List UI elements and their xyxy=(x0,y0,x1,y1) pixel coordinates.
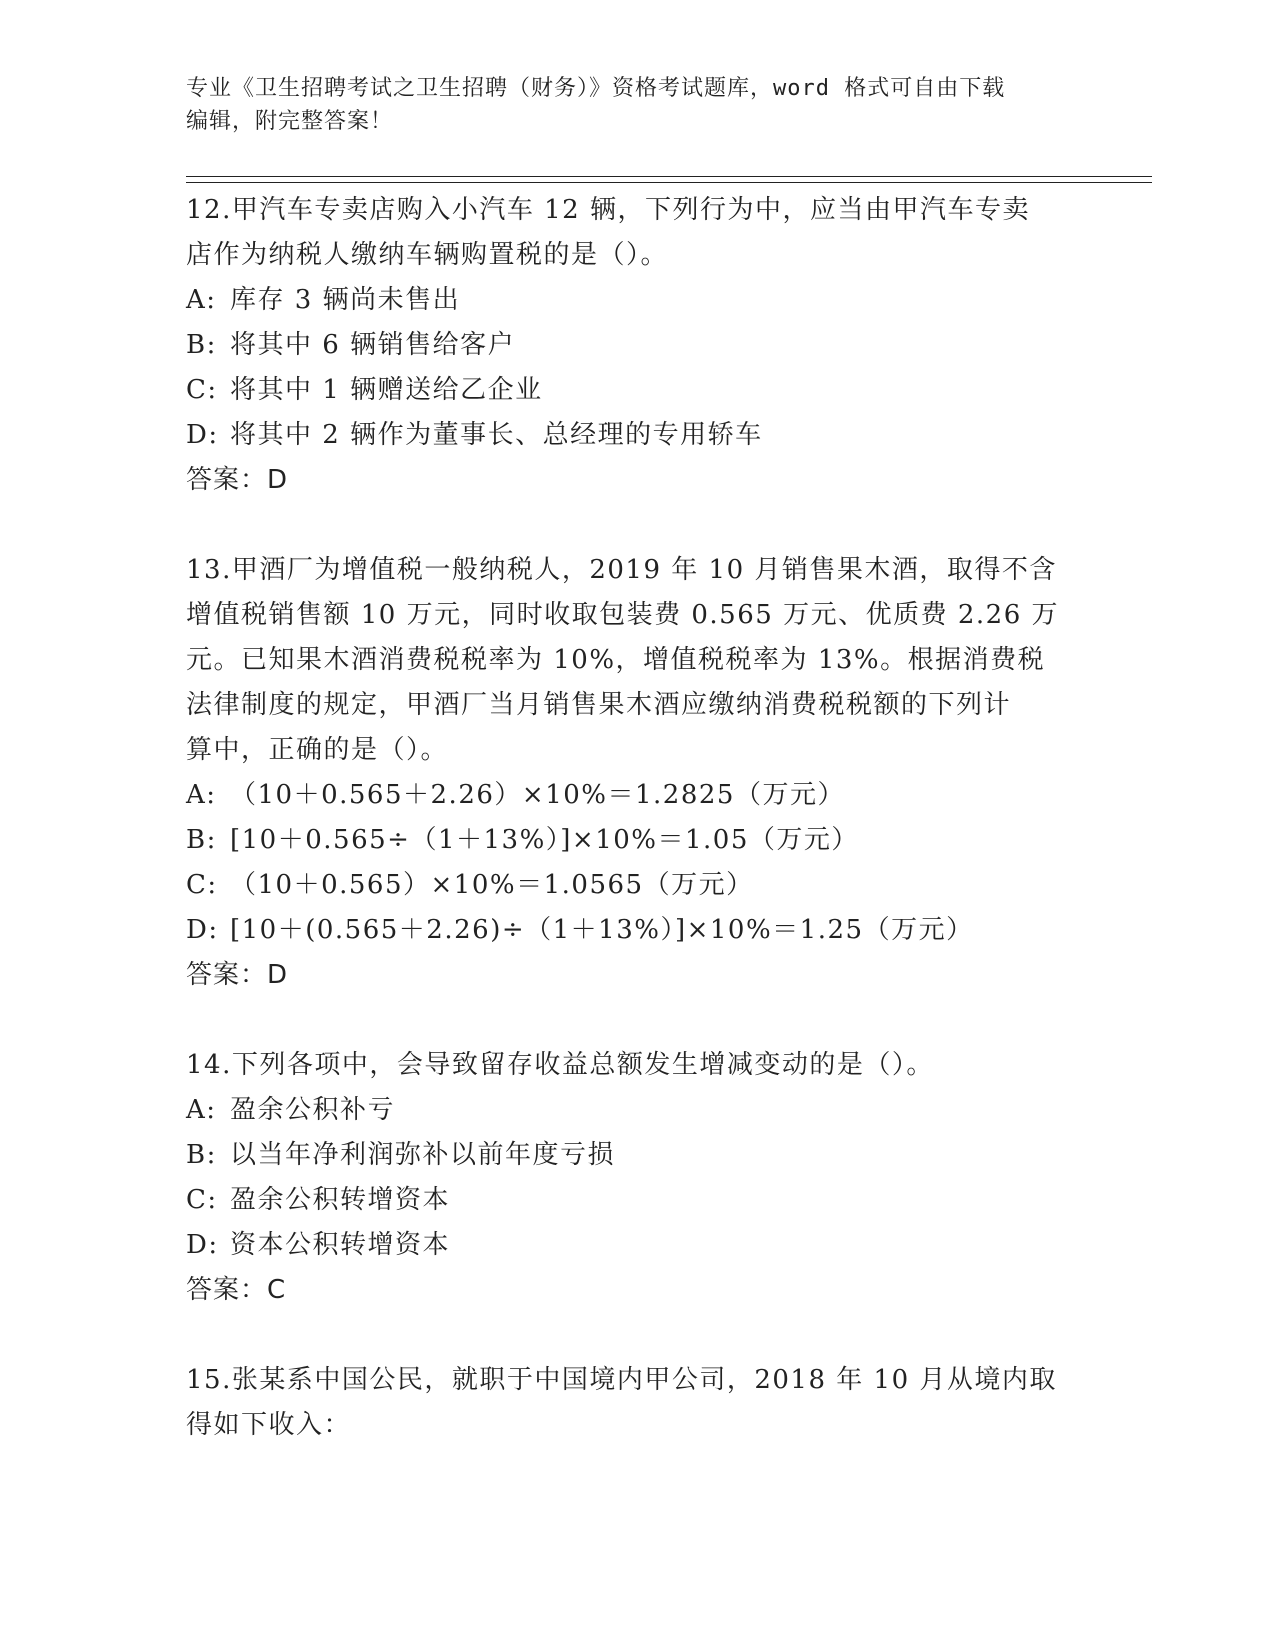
stem-line: 14.下列各项中，会导致留存收益总额发生增减变动的是（）。 xyxy=(186,1050,934,1080)
option-b xyxy=(186,1133,1086,1178)
stem-line: 法律制度的规定，甲酒厂当月销售果木酒应缴纳消费税税额的下列计 xyxy=(186,690,1012,720)
option-label: A: xyxy=(186,285,217,315)
option-a xyxy=(186,773,1086,818)
option-label: C: xyxy=(186,375,218,405)
stem-line: 15.张某系中国公民，就职于中国境内甲公司，2018 年 10 月从境内取 xyxy=(186,1365,1057,1395)
answer-line: 答案：C xyxy=(186,1275,287,1305)
stem-line: 12.甲汽车专卖店购入小汽车 12 辆，下列行为中，应当由甲汽车专卖 xyxy=(186,195,1030,225)
option-label: D: xyxy=(186,420,219,450)
option-text: （10＋0.565）×10%＝1.0565（万元） xyxy=(230,870,754,900)
question-stem xyxy=(186,1043,1086,1088)
answer-line: 答案：D xyxy=(186,960,289,990)
question-list xyxy=(186,188,1086,1493)
question-15 xyxy=(186,1358,1086,1448)
option-label: D: xyxy=(186,1230,219,1260)
question-stem xyxy=(186,1358,1086,1448)
option-d xyxy=(186,1223,1086,1268)
question-stem xyxy=(186,188,1086,278)
option-text: （10＋0.565＋2.26）×10%＝1.2825（万元） xyxy=(230,780,845,810)
question-14 xyxy=(186,1043,1086,1313)
option-b xyxy=(186,818,1086,863)
option-d xyxy=(186,413,1086,458)
stem-line: 店作为纳税人缴纳车辆购置税的是（）。 xyxy=(186,240,669,270)
option-label: C: xyxy=(186,870,218,900)
option-text: 盈余公积补亏 xyxy=(230,1095,396,1125)
option-label: B: xyxy=(186,825,217,855)
stem-line: 13.甲酒厂为增值税一般纳税人，2019 年 10 月销售果木酒，取得不含 xyxy=(186,555,1057,585)
answer-line: 答案：D xyxy=(186,465,289,495)
option-text: 盈余公积转增资本 xyxy=(230,1185,451,1215)
document-header xyxy=(186,72,1066,138)
header-line-1: 专业《卫生招聘考试之卫生招聘（财务）》资格考试题库，word 格式可自由下载 xyxy=(186,76,1006,101)
header-divider-top xyxy=(186,176,1152,177)
header-line-2: 编辑，附完整答案！ xyxy=(186,109,394,134)
option-c xyxy=(186,1178,1086,1223)
stem-line: 增值税销售额 10 万元，同时收取包装费 0.565 万元、优质费 2.26 万 xyxy=(186,600,1059,630)
option-b xyxy=(186,323,1086,368)
option-label: C: xyxy=(186,1185,218,1215)
option-text: 将其中 2 辆作为董事长、总经理的专用轿车 xyxy=(230,420,763,450)
option-text: 以当年净利润弥补以前年度亏损 xyxy=(230,1140,616,1170)
option-text: [10＋0.565÷（1＋13%）]×10%＝1.05（万元） xyxy=(230,825,859,855)
stem-line: 元。已知果木酒消费税税率为 10%，增值税税率为 13%。根据消费税 xyxy=(186,645,1046,675)
question-13 xyxy=(186,548,1086,998)
stem-line: 得如下收入： xyxy=(186,1410,352,1440)
header-divider-bottom xyxy=(186,182,1152,183)
option-c xyxy=(186,368,1086,413)
option-label: D: xyxy=(186,915,219,945)
option-label: B: xyxy=(186,330,217,360)
option-text: 资本公积转增资本 xyxy=(230,1230,451,1260)
option-d xyxy=(186,908,1086,953)
stem-line: 算中，正确的是（）。 xyxy=(186,735,449,765)
option-text: 将其中 1 辆赠送给乙企业 xyxy=(230,375,543,405)
option-label: A: xyxy=(186,780,217,810)
option-label: A: xyxy=(186,1095,217,1125)
option-a xyxy=(186,278,1086,323)
question-12 xyxy=(186,188,1086,503)
option-a xyxy=(186,1088,1086,1133)
option-c xyxy=(186,863,1086,908)
question-stem xyxy=(186,548,1086,773)
option-text: [10＋(0.565＋2.26)÷（1＋13%）]×10%＝1.25（万元） xyxy=(230,915,974,945)
option-text: 库存 3 辆尚未售出 xyxy=(230,285,461,315)
option-label: B: xyxy=(186,1140,217,1170)
option-text: 将其中 6 辆销售给客户 xyxy=(230,330,516,360)
